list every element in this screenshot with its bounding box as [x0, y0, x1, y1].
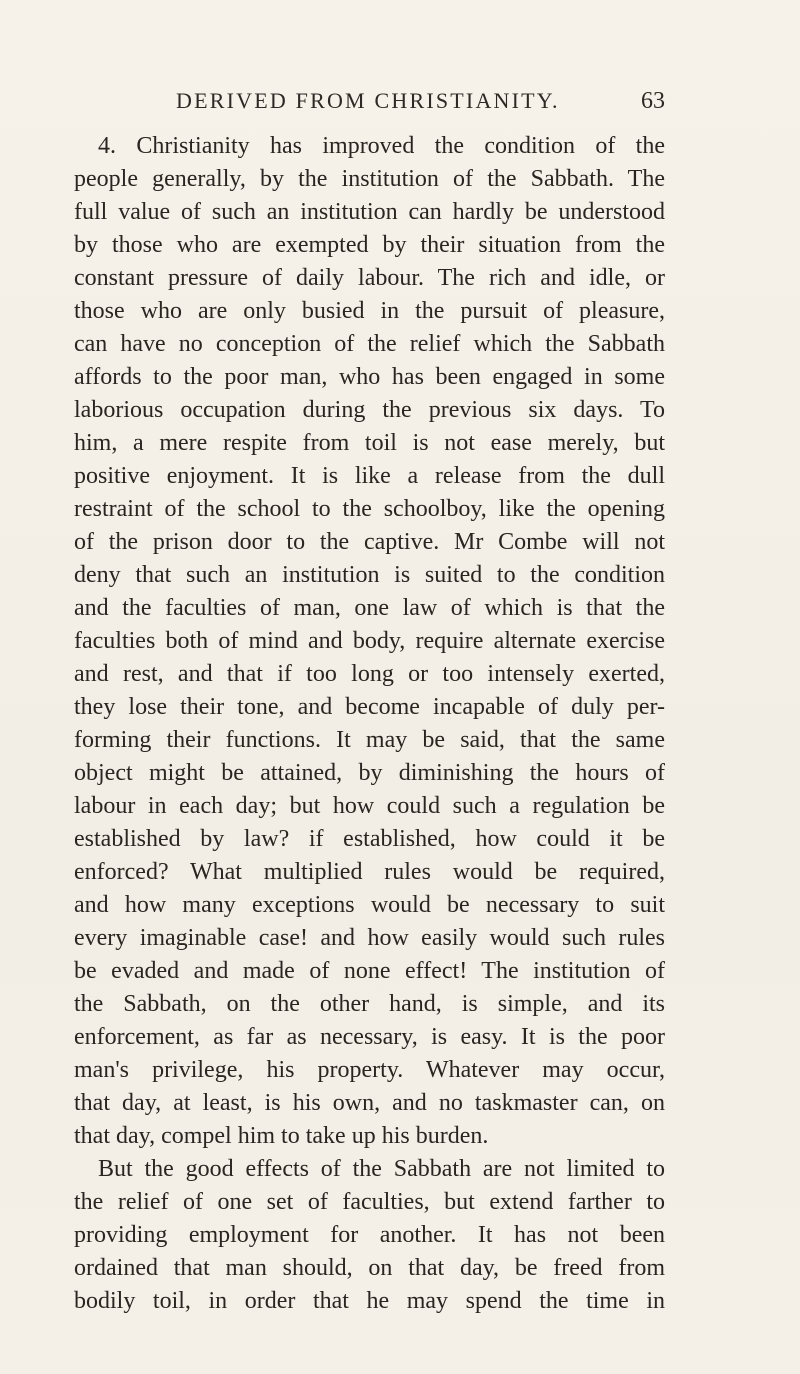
text-line: constant pressure of daily labour. The rich and idle, or: [74, 265, 665, 291]
text-line: by those who are exempted by their situation from the: [74, 232, 665, 258]
text-line: positive enjoyment. It is like a release from the dull: [74, 463, 665, 489]
text-line: the Sabbath, on the other hand, is simple, and its: [74, 991, 665, 1017]
text-line: of the prison door to the captive. Mr Combe will not: [74, 529, 665, 555]
text-line: But the good effects of the Sabbath are not limited to: [98, 1156, 665, 1182]
text-line: people generally, by the institution of the Sabbath. The: [74, 166, 665, 192]
text-line: 4. Christianity has improved the condition of the: [98, 133, 665, 159]
text-line: deny that such an institution is suited to the condition: [74, 562, 665, 588]
text-line: can have no conception of the relief which the Sabbath: [74, 331, 665, 357]
text-line: and the faculties of man, one law of which is that the: [74, 595, 665, 621]
text-line: restraint of the school to the schoolboy, like the opening: [74, 496, 665, 522]
text-line: enforcement, as far as necessary, is easy. It is the poor: [74, 1024, 665, 1050]
running-title: DERIVED FROM CHRISTIANITY.: [176, 88, 560, 113]
text-line: faculties both of mind and body, require alternate exercise: [74, 628, 665, 654]
text-line: labour in each day; but how could such a regulation be: [74, 793, 665, 819]
text-line: him, a mere respite from toil is not ease merely, but: [74, 430, 665, 456]
text-line: laborious occupation during the previous six days. To: [74, 397, 665, 423]
text-line: and rest, and that if too long or too intensely exerted,: [74, 661, 665, 687]
text-line: enforced? What multiplied rules would be required,: [74, 859, 665, 885]
text-line: established by law? if established, how could it be: [74, 826, 665, 852]
text-line: every imaginable case! and how easily would such rules: [74, 925, 665, 951]
text-line: forming their functions. It may be said, that the same: [74, 727, 665, 753]
text-line: ordained that man should, on that day, be freed from: [74, 1255, 665, 1281]
text-line: bodily toil, in order that he may spend the time in: [74, 1288, 665, 1314]
text-line: the relief of one set of faculties, but extend farther to: [74, 1189, 665, 1215]
running-head: [0, 88, 800, 118]
text-line: object might be attained, by diminishing the hours of: [74, 760, 665, 786]
text-line: affords to the poor man, who has been engaged in some: [74, 364, 665, 390]
text-line: they lose their tone, and become incapable of duly per-: [74, 694, 665, 720]
text-line: that day, compel him to take up his burden.: [74, 1123, 489, 1149]
text-line: be evaded and made of none effect! The institution of: [74, 958, 665, 984]
text-line: providing employment for another. It has not been: [74, 1222, 665, 1248]
text-line: full value of such an institution can hardly be understood: [74, 199, 665, 225]
page-number: 63: [641, 88, 665, 114]
text-line: that day, at least, is his own, and no taskmaster can, on: [74, 1090, 665, 1116]
text-line: man's privilege, his property. Whatever may occur,: [74, 1057, 665, 1083]
text-line: and how many exceptions would be necessary to suit: [74, 892, 665, 918]
text-line: those who are only busied in the pursuit of pleasure,: [74, 298, 665, 324]
